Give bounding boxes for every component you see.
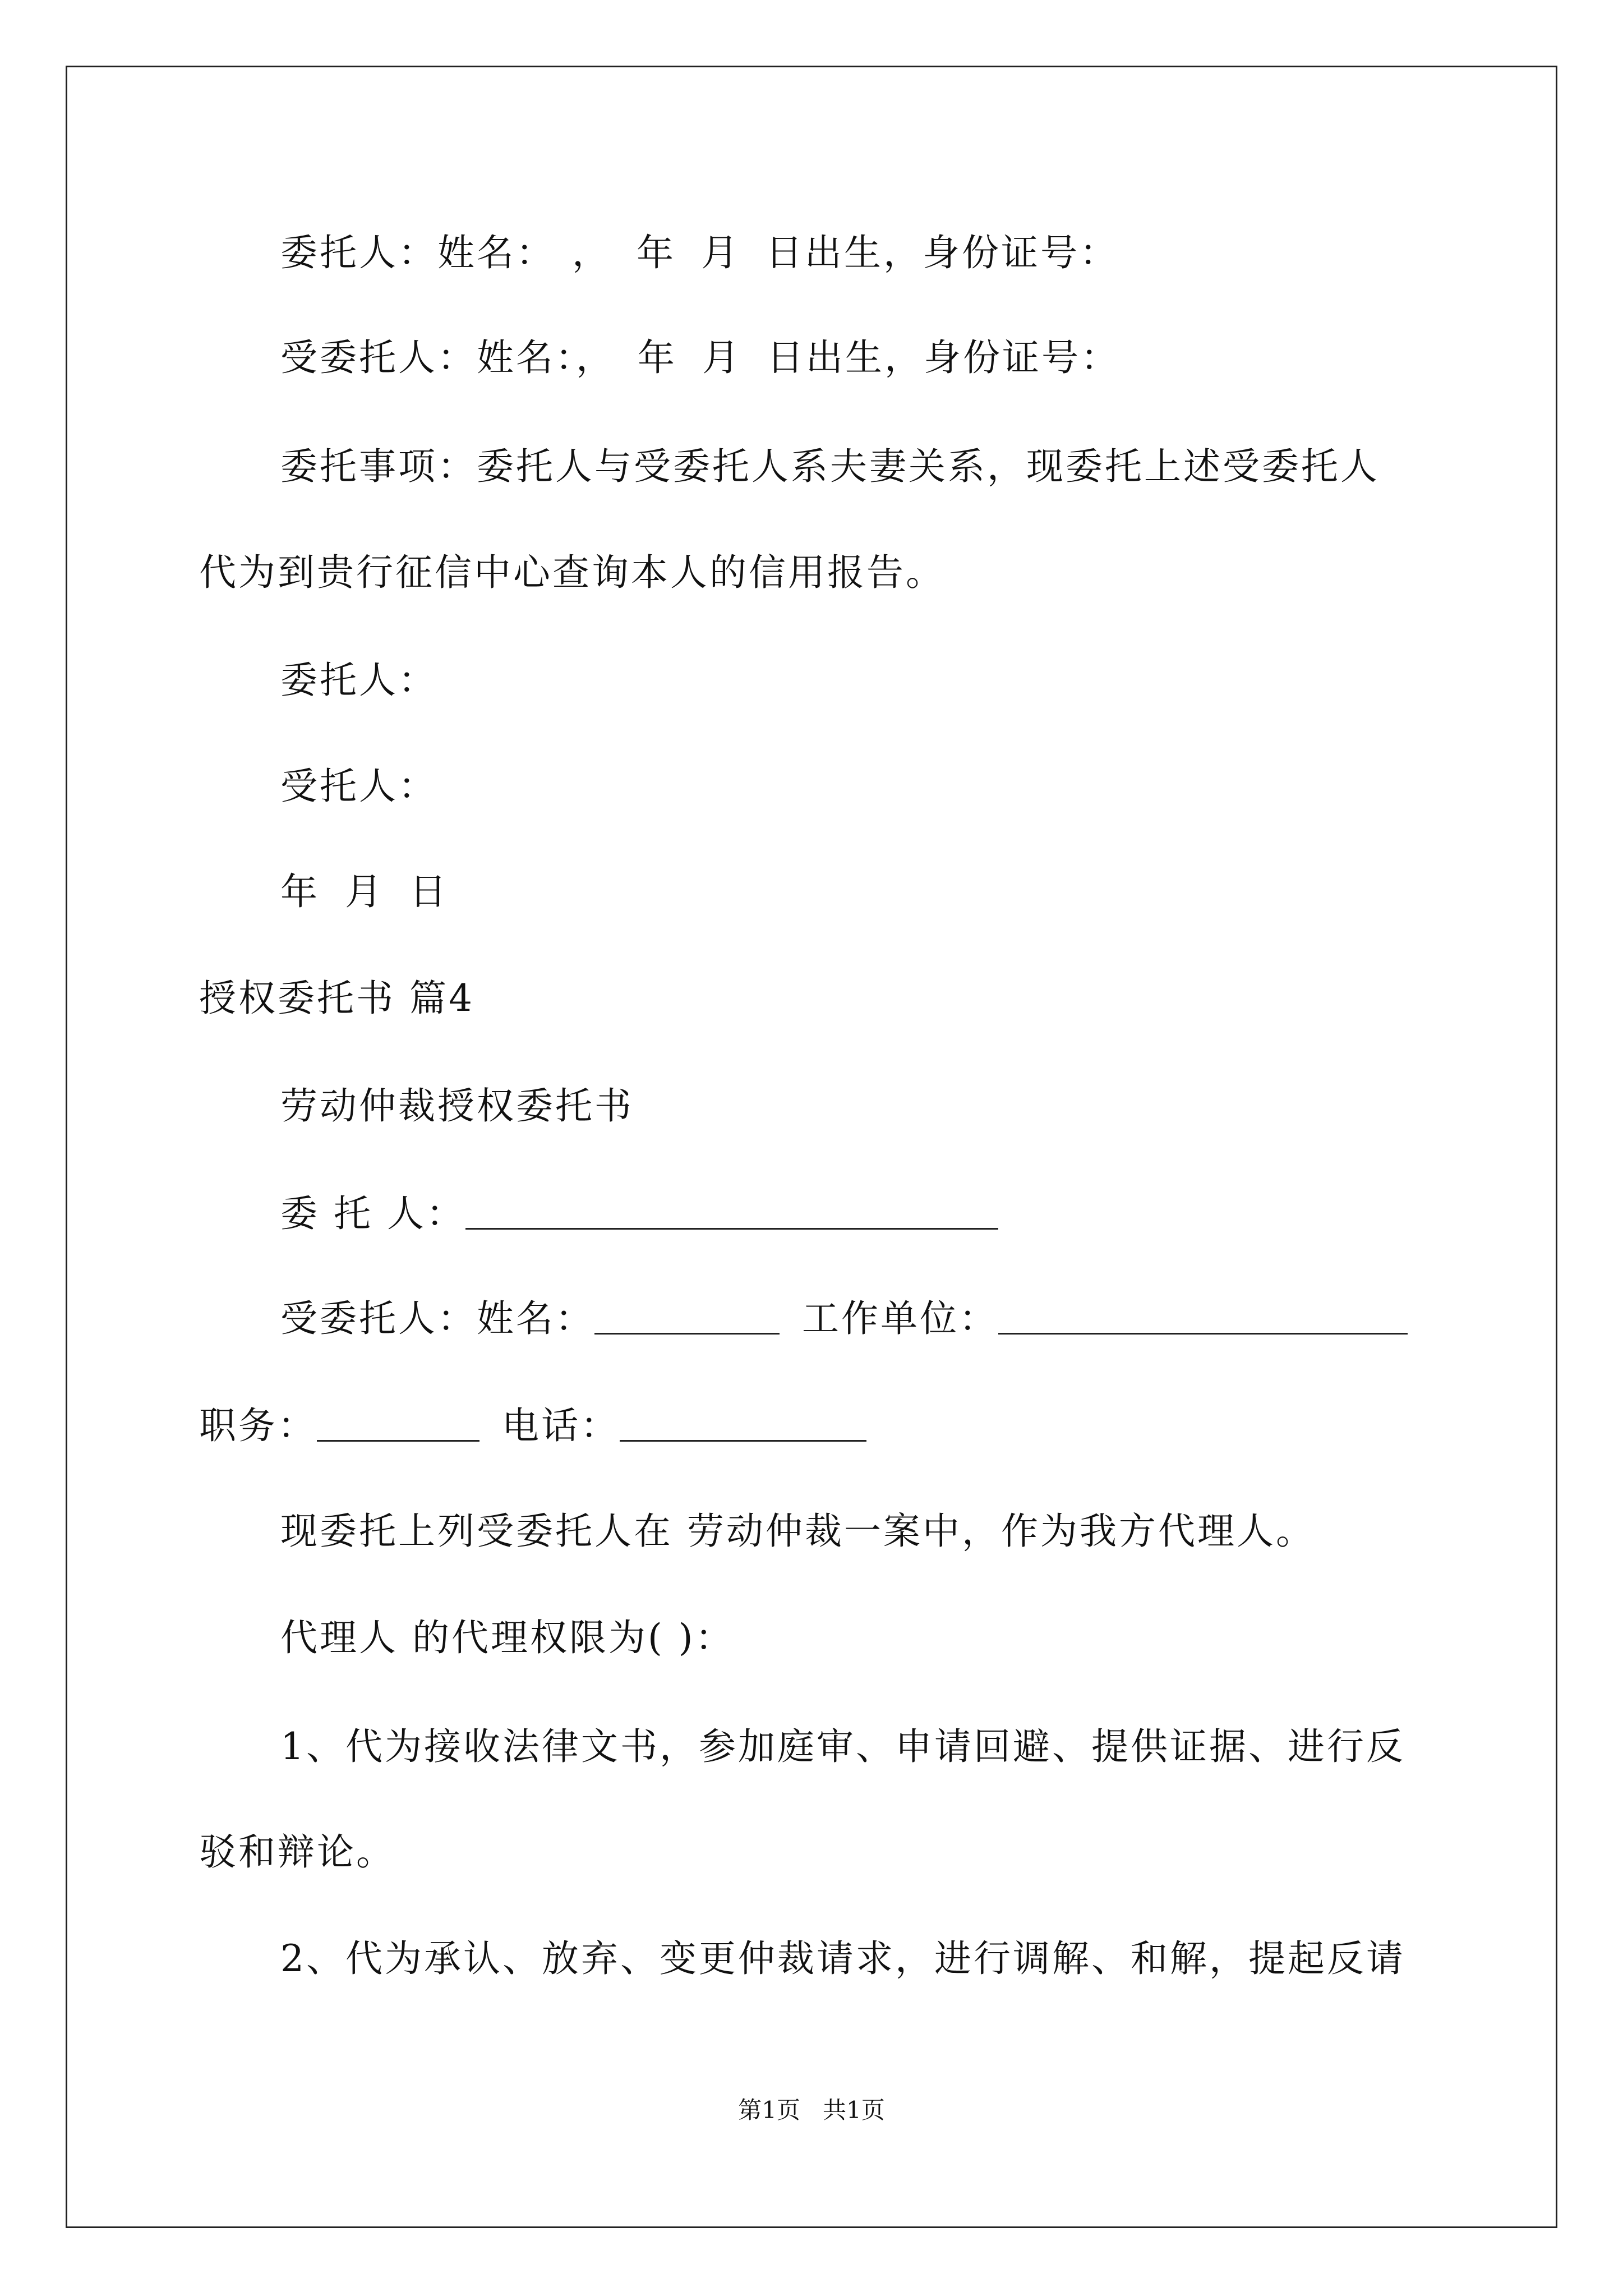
employer-label: 工作单位： xyxy=(802,1297,998,1340)
date-day: 日 xyxy=(409,870,449,913)
principal-blank xyxy=(465,1194,998,1230)
authority-item-1-cont: 驳和辩论。 xyxy=(199,1830,395,1874)
principal-month: 月 xyxy=(701,231,740,274)
principal-field-label: 委 托 人： xyxy=(280,1192,465,1235)
authority-item-1: 1、代为接收法律文书，参加庭审、申请回避、提供证据、进行反 xyxy=(280,1725,1405,1768)
agent-line xyxy=(280,335,1120,380)
principal-signature-label: 委托人： xyxy=(280,659,437,702)
principal-comma: ， xyxy=(572,231,611,274)
agent-name-label: 受委托人：姓名：， xyxy=(280,336,615,379)
matter-line: 委托事项：委托人与受委托人系夫妻关系，现委托上述受委托人 xyxy=(280,445,1380,488)
page-footer xyxy=(0,2095,1623,2126)
phone-blank xyxy=(620,1406,866,1442)
phone-label: 电话： xyxy=(502,1404,620,1447)
position-label: 职务： xyxy=(199,1404,317,1447)
agent-signature-label: 受托人： xyxy=(280,765,437,808)
agent-year: 年 xyxy=(638,336,677,379)
page-total: 共1页 xyxy=(823,2096,885,2124)
date-year: 年 xyxy=(280,870,320,913)
principal-name-label: 委托人：姓名： xyxy=(280,231,555,274)
agent-field-line xyxy=(280,1296,1408,1341)
agent-birth-id-label: 日出生，身份证号： xyxy=(767,336,1120,379)
authority-item-2: 2、代为承认、放弃、变更仲裁请求，进行调解、和解，提起反请 xyxy=(280,1937,1405,1980)
principal-birth-id-label: 日出生，身份证号： xyxy=(766,231,1119,274)
page-number: 第1页 xyxy=(738,2096,800,2124)
position-blank xyxy=(317,1406,479,1442)
principal-line xyxy=(280,231,1119,275)
section-heading: 授权委托书 篇4 xyxy=(199,977,474,1020)
page-border xyxy=(66,66,1557,2228)
position-phone-line xyxy=(199,1404,866,1448)
authority-scope: 代理人 的代理权限为( )： xyxy=(280,1616,735,1659)
agent-month: 月 xyxy=(702,336,741,379)
agent-name-blank xyxy=(594,1299,780,1335)
principal-field-line xyxy=(280,1191,998,1236)
document-title: 劳动仲裁授权委托书 xyxy=(280,1084,634,1128)
date-month: 月 xyxy=(345,870,384,913)
date-line xyxy=(280,869,449,914)
agent-field-name-label: 受委托人：姓名： xyxy=(280,1297,594,1340)
entrust-statement: 现委托上列受委托人在 劳动仲裁一案中，作为我方代理人。 xyxy=(280,1510,1315,1553)
employer-blank xyxy=(998,1299,1408,1335)
matter-line-cont: 代为到贵行征信中心查询本人的信用报告。 xyxy=(199,551,945,594)
principal-year: 年 xyxy=(637,231,676,274)
